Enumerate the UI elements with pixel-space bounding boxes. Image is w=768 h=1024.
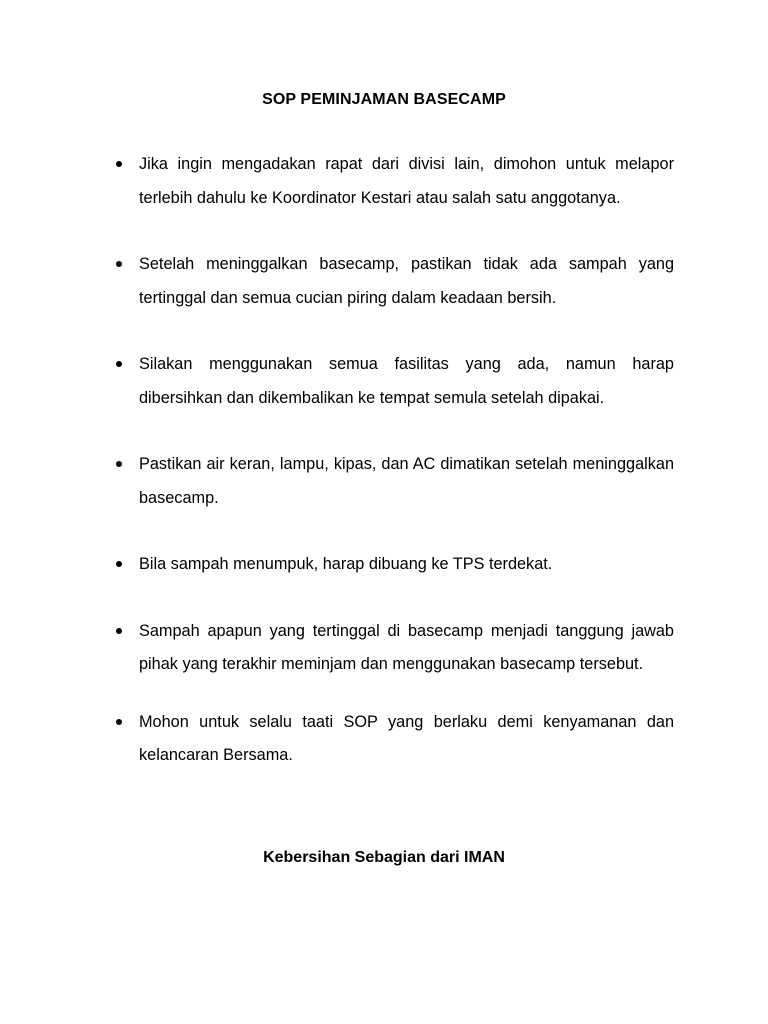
- rule-text: Silakan menggunakan semua fasilitas yang ada, namun harap dibersihkan dan dikembalikan ke tempat semula setelah dipakai.: [139, 355, 674, 407]
- list-item: [110, 615, 674, 682]
- list-item: [110, 706, 674, 773]
- list-item: [110, 248, 674, 315]
- list-item: [110, 148, 674, 215]
- bullet-icon: [116, 361, 122, 367]
- bullet-icon: [116, 261, 122, 267]
- bullet-icon: [116, 719, 122, 725]
- bullet-icon: [116, 161, 122, 167]
- list-item: [110, 448, 674, 515]
- rule-text: Pastikan air keran, lampu, kipas, dan AC dimatikan setelah meninggalkan basecamp.: [139, 455, 674, 507]
- bullet-icon: [116, 561, 122, 567]
- closing-motto: Kebersihan Sebagian dari IMAN: [263, 849, 505, 866]
- document-title: SOP PEMINJAMAN BASECAMP: [262, 91, 506, 108]
- rule-text: Jika ingin mengadakan rapat dari divisi lain, dimohon untuk melapor terlebih dahulu ke Koordinator Kestari atau salah satu anggotanya.: [139, 155, 674, 207]
- list-item: [110, 348, 674, 415]
- rule-text: Bila sampah menumpuk, harap dibuang ke TPS terdekat.: [139, 555, 553, 573]
- rule-text: Sampah apapun yang tertinggal di basecamp menjadi tanggung jawab pihak yang terakhir meminjam dan menggunakan basecamp tersebut.: [139, 621, 674, 673]
- list-item: [110, 548, 674, 582]
- rules-list: [110, 148, 674, 806]
- bullet-icon: [116, 461, 122, 467]
- bullet-icon: [116, 628, 122, 634]
- rule-text: Mohon untuk selalu taati SOP yang berlaku demi kenyamanan dan kelancaran Bersama.: [139, 712, 674, 764]
- rule-text: Setelah meninggalkan basecamp, pastikan tidak ada sampah yang tertinggal dan semua cucian piring dalam keadaan bersih.: [139, 255, 674, 307]
